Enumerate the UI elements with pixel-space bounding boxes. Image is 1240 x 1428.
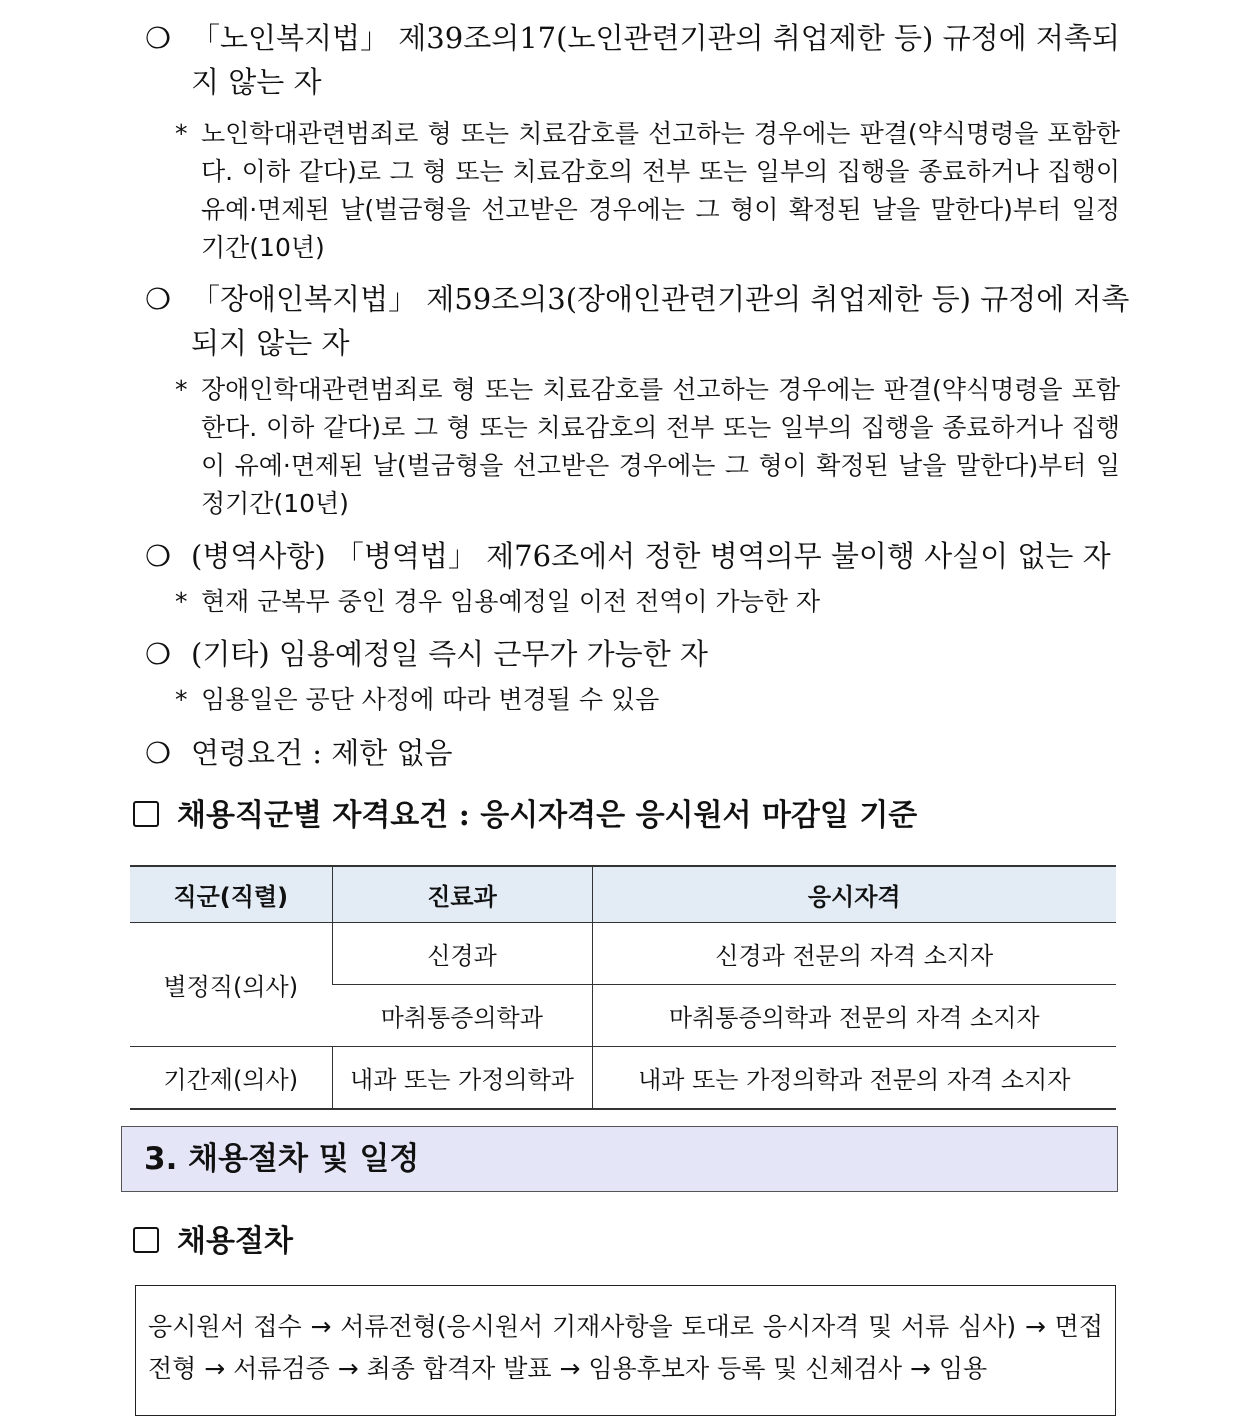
job-group-cell: 기간제(의사) [130, 1047, 332, 1110]
note-text: 임용일은 공단 사정에 따라 변경될 수 있음 [201, 685, 660, 714]
department-cell: 신경과 [332, 923, 592, 985]
bullet-other [145, 632, 1130, 676]
circle-bullet-icon: ❍ [145, 539, 171, 573]
table-row [130, 923, 1116, 985]
bullet-text: 「노인복지법」 제39조의17(노인관련기관의 취업제한 등) 규정에 저촉되지 않는 자 [191, 21, 1120, 99]
circle-bullet-icon: ❍ [145, 21, 171, 55]
procedure-text: 응시원서 접수 → 서류전형(응시원서 기재사항을 토대로 응시자격 및 서류 심사) → 면접전형 → 서류검증 → 최종 합격자 발표 → 임용후보자 등록 및 신체검사 → 임용 [148, 1312, 1103, 1383]
bullet-text: (병역사항) 「병역법」 제76조에서 정한 병역의무 불이행 사실이 없는 자 [191, 539, 1111, 573]
asterisk: * [175, 375, 188, 404]
note-disability-abuse [175, 371, 1120, 523]
circle-bullet-icon: ❍ [145, 637, 171, 671]
qualification-heading-text: 채용직군별 자격요건 : 응시자격은 응시원서 마감일 기준 [177, 798, 918, 833]
asterisk: * [175, 587, 188, 616]
section-title: 3. 채용절차 및 일정 [121, 1126, 1118, 1192]
note-text: 현재 군복무 중인 경우 임용예정일 이전 전역이 가능한 자 [201, 587, 821, 616]
checkbox-square-icon [133, 801, 159, 827]
note-appointment-date [175, 681, 1120, 719]
asterisk: * [175, 119, 188, 148]
bullet-text: 「장애인복지법」 제59조의3(장애인관련기관의 취업제한 등) 규정에 저촉되지 않는 자 [191, 282, 1130, 360]
header-qualification: 응시자격 [592, 866, 1116, 923]
procedure-heading [133, 1220, 293, 1264]
bullet-military [145, 534, 1130, 578]
checkbox-square-icon [133, 1227, 159, 1253]
qualification-cell: 마취통증의학과 전문의 자격 소지자 [592, 985, 1116, 1047]
qualification-cell: 신경과 전문의 자격 소지자 [592, 923, 1116, 985]
asterisk: * [175, 685, 188, 714]
bullet-text: (기타) 임용예정일 즉시 근무가 가능한 자 [191, 637, 708, 671]
qualification-heading [133, 794, 917, 838]
qualification-table [130, 865, 1116, 1110]
job-group-cell: 별정직(의사) [130, 923, 332, 1047]
note-text: 장애인학대관련범죄로 형 또는 치료감호를 선고하는 경우에는 판결(약식명령을 포함한다. 이하 같다)로 그 형 또는 치료감호의 전부 또는 일부의 집행을 종료하거나 집행이 유예·면제된 날(벌금형을 선고받은 경우에는 그 형이 확정된 날을 말한다)부터 일정기간(10년) [201, 375, 1120, 518]
department-cell: 내과 또는 가정의학과 [332, 1047, 592, 1110]
bullet-age [145, 731, 1130, 775]
bullet-disability-welfare [145, 277, 1130, 365]
bullet-text: 연령요건 : 제한 없음 [191, 736, 453, 770]
header-job-group: 직군(직렬) [130, 866, 332, 923]
note-military [175, 583, 1120, 621]
table-header-row [130, 866, 1116, 923]
qualification-cell: 내과 또는 가정의학과 전문의 자격 소지자 [592, 1047, 1116, 1110]
department-cell: 마취통증의학과 [332, 985, 592, 1047]
table-row [130, 1047, 1116, 1110]
circle-bullet-icon: ❍ [145, 282, 171, 316]
procedure-box [135, 1285, 1116, 1416]
note-text: 노인학대관련범죄로 형 또는 치료감호를 선고하는 경우에는 판결(약식명령을 포함한다. 이하 같다)로 그 형 또는 치료감호의 전부 또는 일부의 집행을 종료하거나 집행이 유예·면제된 날(벌금형을 선고받은 경우에는 그 형이 확정된 날을 말한다)부터 일정기간(10년) [201, 119, 1120, 262]
header-department: 진료과 [332, 866, 592, 923]
note-elderly-abuse [175, 115, 1120, 267]
circle-bullet-icon: ❍ [145, 736, 171, 770]
bullet-elderly-welfare [145, 16, 1130, 104]
procedure-heading-text: 채용절차 [177, 1224, 293, 1259]
